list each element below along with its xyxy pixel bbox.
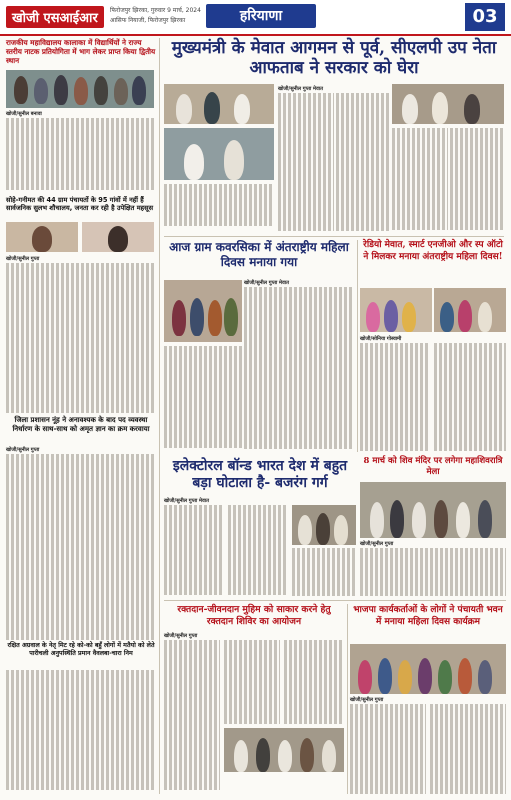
article-8-body-3	[284, 640, 344, 726]
masthead	[0, 0, 511, 36]
main-photo-2	[392, 84, 504, 124]
article-5-byline: खोजी/सुनील गुप्ता मेवात	[244, 280, 289, 286]
article-4-headline: रेडियो मेवात, स्मार्ट एनजीओ और स्प ऑटो ने मिलकर मनाया अंतराष्ट्रीय महिला दिवस!	[363, 240, 503, 262]
article-2-photo-left	[6, 222, 78, 252]
article-4-body	[360, 343, 430, 451]
article-7-photo	[360, 482, 506, 538]
article-3-title: जिला प्रशासन नूंह ने अनावश्यक के बाद पद व्यवस्था निर्धारण के साथ-साथ को अमृत ज्ञान का क्रम करवाया	[12, 416, 150, 433]
article-3-byline: खोजी/सुनील गुप्ता	[6, 447, 40, 453]
article-9-photo	[350, 644, 506, 694]
article-6-body-2	[228, 505, 288, 597]
newspaper-logo: खोजी एसआईआर	[6, 6, 104, 28]
article-5-body-2	[164, 346, 242, 453]
main-body-col-1	[278, 93, 334, 231]
main-photo-3	[164, 128, 274, 180]
date-line-2: आसिफ नियाजी, फिरोजपुर झिरका	[110, 17, 186, 24]
page-number: 03	[465, 3, 505, 31]
article-9-body-2	[430, 704, 506, 794]
column-divider-2	[357, 240, 358, 452]
main-body-col-2	[336, 93, 390, 231]
article-2-byline: खोजी/सुनील गुप्ता	[6, 256, 40, 262]
article-9-headline: भाजपा कार्यकर्ताओं के लोगों ने पंचायती भवन में मनाया महिला दिवस कार्यक्रम	[353, 605, 503, 627]
article-8-body-1	[164, 640, 220, 794]
article-6-headline: इलेक्टोरल बॉन्ड भारत देश में बहुत बड़ा घोटाला है- बजरंग गर्ग	[172, 458, 348, 491]
article-10-body	[6, 670, 154, 794]
article-4-photo-1	[360, 288, 432, 332]
article-8-body-2	[224, 640, 280, 726]
main-byline: खोजी/सुनील गुप्ता मेवात	[278, 86, 323, 92]
section-title: हरियाणा	[206, 4, 316, 28]
article-7-body	[360, 548, 506, 596]
article-6-body-3	[292, 548, 356, 597]
article-9-body-1	[350, 704, 426, 794]
article-2-title: सोहे-गनीमत की 44 ग्राम पंचायतों के 95 गांवों में नहीं हैं सार्वजनिक सुलभ शौचालय, जनता कर रही है उपेक्षित महसूस	[6, 196, 154, 213]
main-body-col-4	[450, 128, 504, 231]
article-8-headline: रक्तदान-जीवनदान मुहिम को साकार करने हेतु रक्तदान शिविर का आयोजन	[177, 604, 331, 627]
article-3-body	[6, 454, 154, 640]
article-7-headline: 8 मार्च को शिव मंदिर पर लगेगा महाशिवरात्रि मेला	[363, 456, 503, 477]
article-4-byline: खोजी/सोनिया गोस्वामी	[360, 336, 402, 342]
date-line: फिरोजपुर झिरका, गुरुवार 9 मार्च, 2024	[110, 7, 201, 14]
main-body-col-0	[164, 184, 274, 231]
article-4-photo-2	[434, 288, 506, 332]
article-6-photo	[292, 505, 356, 545]
article-1-byline: खोजी/सुनील बनावा	[6, 111, 42, 117]
article-6-body-1	[164, 505, 224, 597]
article-9-byline: खोजी/सुनील गुप्ता	[350, 697, 384, 703]
column-divider-3	[347, 604, 348, 794]
article-2-body	[6, 263, 154, 413]
article-5-photo	[164, 280, 242, 342]
main-body-col-3	[392, 128, 448, 231]
section-divider	[164, 236, 504, 237]
article-8-byline: खोजी/सुनील गुप्ता	[164, 633, 198, 639]
main-photo-1	[164, 84, 274, 124]
main-headline: मुख्यमंत्री के मेवात आगमन से पूर्व, सीएलपी उप नेता आफताब ने सरकार को घेरा	[171, 38, 497, 78]
article-2-photo-right	[82, 222, 154, 252]
article-1-body	[6, 118, 154, 194]
article-7-byline: खोजी/सुनील गुप्ता	[360, 541, 394, 547]
article-8-photo	[224, 728, 344, 772]
article-4-body-2	[434, 343, 506, 451]
article-5-body	[244, 287, 354, 453]
article-1-photo	[6, 70, 154, 108]
article-10-title: रक्षित अग्रवाल के नेतृ मिट रहे को-को बहुँ लोगों में मतैयो को लेते पारीचली अनुपस्थिति प्रमान वैवलबा-चारा निम	[7, 642, 155, 657]
article-6-byline: खोजी/सुनील गुप्ता मेवात	[164, 498, 209, 504]
section-divider-2	[164, 600, 506, 601]
article-5-headline: आज ग्राम कवरसिका में अंतराष्ट्रीय महिला दिवस मनाया गया	[169, 240, 349, 269]
column-divider	[159, 38, 160, 794]
article-1-title: राजकीय महाविद्यालय कालाका में विद्यार्थियों ने राज्य स्तरीय नाटक प्रतियोगिता में भाग लेकर प्राप्त किया द्वितीय स्थान	[6, 38, 156, 65]
